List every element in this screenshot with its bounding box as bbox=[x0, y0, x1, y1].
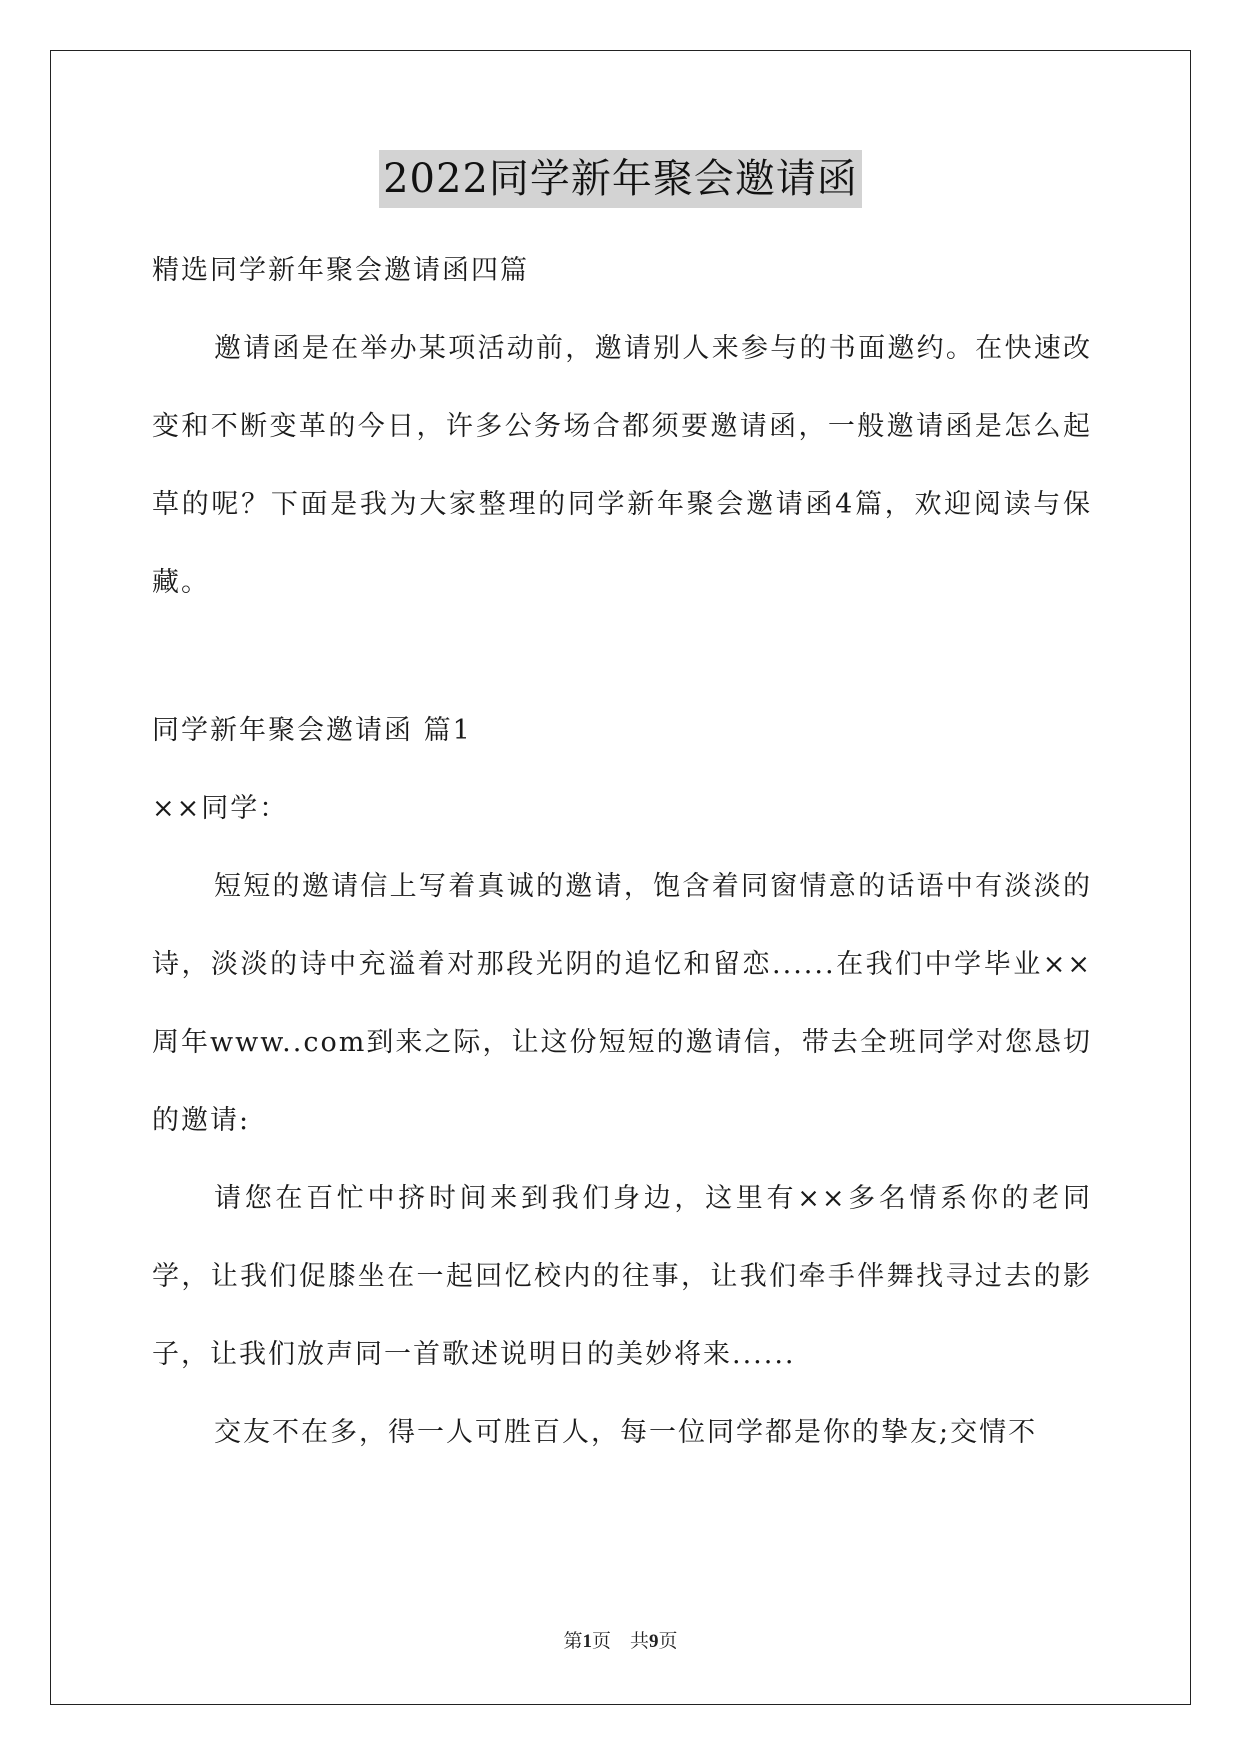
body-paragraph-3: 交友不在多，得一人可胜百人，每一位同学都是你的挚友;交情不 bbox=[214, 1417, 1038, 1448]
current-page-number: 1 bbox=[582, 1631, 592, 1652]
body-paragraph-1: 短短的邀请信上写着真诚的邀请，饱含着同窗情意的话语中有淡淡的诗，淡淡的诗中充溢着对那段光阴的追忆和留恋......在我们中学毕业××周年www..com到来之际，让这份短短的邀请信，带去全班同学对您恳切的邀请: bbox=[152, 871, 1092, 1136]
section-spacer bbox=[152, 622, 1092, 692]
document-body bbox=[152, 232, 1092, 1472]
intro-paragraph: 邀请函是在举办某项活动前，邀请别人来参与的书面邀约。在快速改变和不断变革的今日，许多公务场合都须要邀请函，一般邀请函是怎么起草的呢？下面是我为大家整理的同学新年聚会邀请函4篇，欢迎阅读与保藏。 bbox=[152, 333, 1092, 598]
document-title: 2022同学新年聚会邀请函 bbox=[379, 150, 862, 208]
page-footer bbox=[0, 1626, 1241, 1653]
salutation: ××同学： bbox=[152, 793, 289, 824]
section-heading: 同学新年聚会邀请函 篇1 bbox=[152, 715, 472, 746]
document-subtitle: 精选同学新年聚会邀请函四篇 bbox=[152, 255, 529, 286]
page-suffix: 页 bbox=[658, 1630, 678, 1652]
page-mid: 页 共 bbox=[591, 1630, 649, 1652]
total-page-number: 9 bbox=[649, 1631, 659, 1652]
body-paragraph-2: 请您在百忙中挤时间来到我们身边，这里有××多名情系你的老同学，让我们促膝坐在一起回忆校内的往事，让我们牵手伴舞找寻过去的影子，让我们放声同一首歌述说明日的美妙将来...... bbox=[152, 1183, 1092, 1370]
page-prefix: 第 bbox=[563, 1630, 583, 1652]
title-container bbox=[0, 150, 1241, 208]
